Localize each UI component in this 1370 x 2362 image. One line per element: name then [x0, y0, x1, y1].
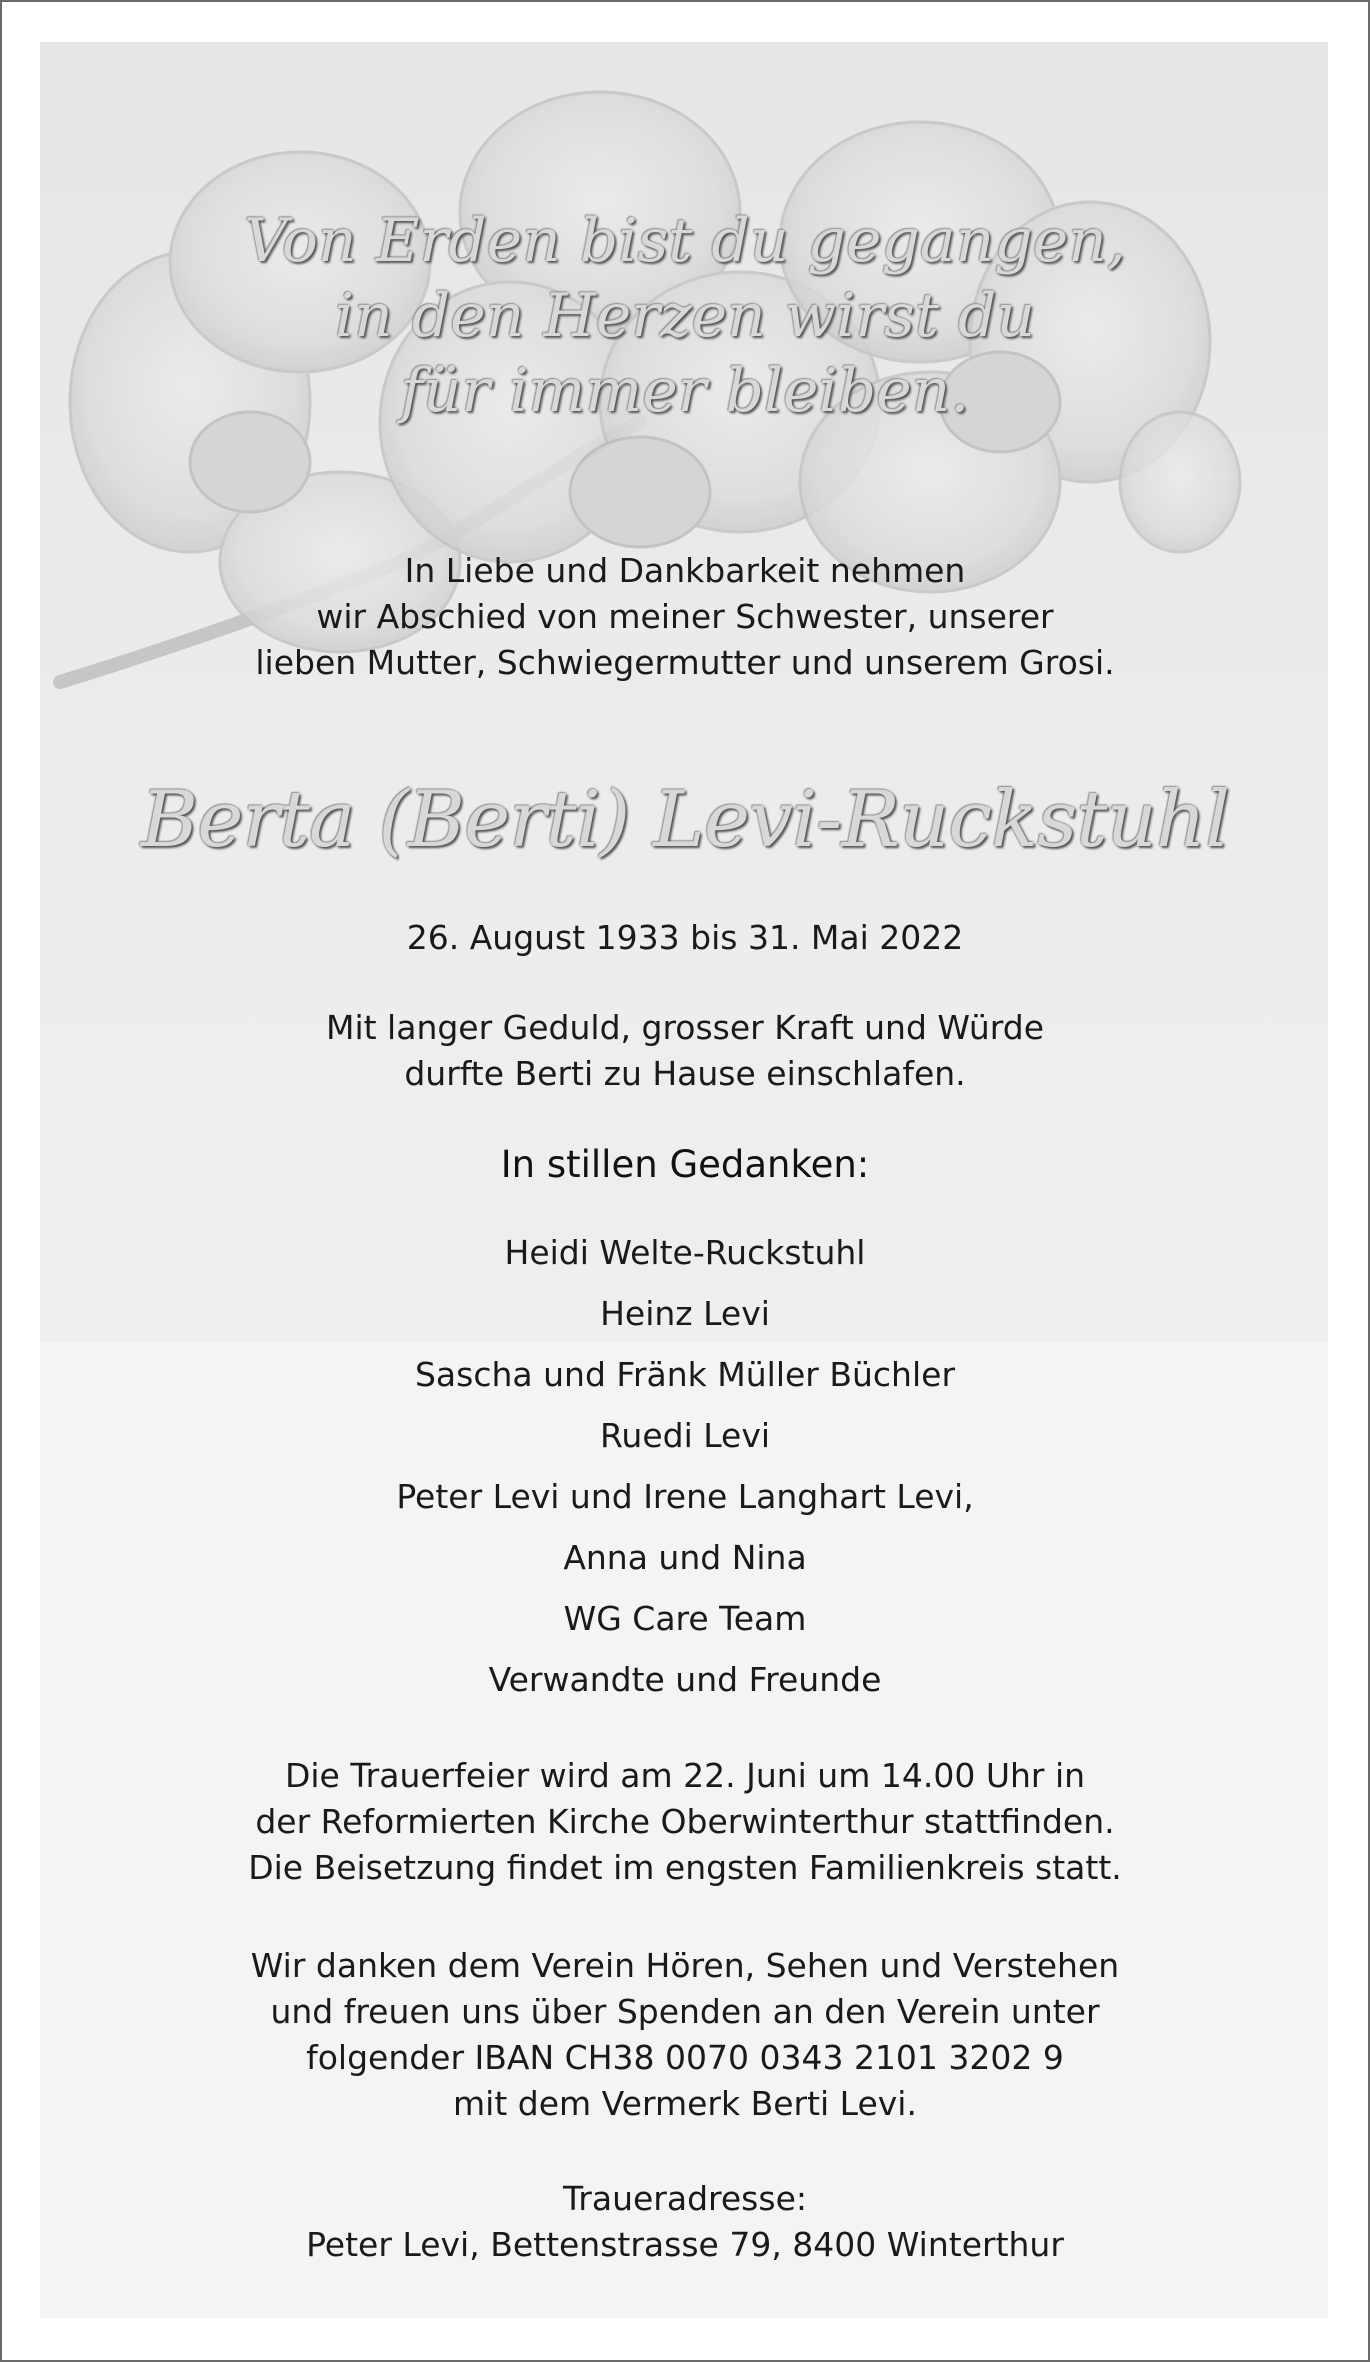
mourner-item: Verwandte und Freunde [488, 1660, 882, 1699]
address-value: Peter Levi, Bettenstrasse 79, 8400 Winterthur [306, 2225, 1064, 2264]
intro-line-3: lieben Mutter, Schwiegermutter und unserem Grosi. [255, 643, 1115, 682]
motto-line-2: in den Herzen wirst du [334, 281, 1036, 351]
address-label: Traueradresse: [562, 2179, 807, 2218]
ceremony-line-3: Die Beisetzung findet im engsten Familienkreis statt. [248, 1848, 1122, 1887]
deceased-name: Berta (Berti) Levi-Ruckstuhl [140, 775, 1230, 865]
mourner-item: Sascha und Fränk Müller Büchler [414, 1355, 956, 1394]
motto-line-3: für immer bleiben. [400, 356, 970, 426]
mourner-item: Anna und Nina [563, 1538, 807, 1577]
life-dates: 26. August 1933 bis 31. Mai 2022 [406, 918, 964, 957]
mourners-heading: In stillen Gedanken: [500, 1143, 870, 1186]
ceremony-line-1: Die Trauerfeier wird am 22. Juni um 14.00 Uhr in [284, 1756, 1086, 1795]
mourner-item: Heidi Welte-Ruckstuhl [504, 1233, 866, 1272]
donation-line-2: und freuen uns über Spenden an den Verein unter [270, 1992, 1100, 2031]
passing-line-2: durfte Berti zu Hause einschlafen. [404, 1054, 966, 1093]
ceremony-line-2: der Reformierten Kirche Oberwinterthur stattfinden. [255, 1802, 1115, 1841]
mourner-item: Peter Levi und Irene Langhart Levi, [396, 1477, 974, 1516]
mourner-item: WG Care Team [563, 1599, 807, 1638]
donation-line-3: folgender IBAN CH38 0070 0343 2101 3202 9 [306, 2038, 1064, 2077]
donation-line-4: mit dem Vermerk Berti Levi. [453, 2084, 917, 2123]
intro-line-2: wir Abschied von meiner Schwester, unserer [316, 597, 1054, 636]
intro-line-1: In Liebe und Dankbarkeit nehmen [404, 551, 966, 590]
mourner-item: Heinz Levi [600, 1294, 770, 1333]
donation-line-1: Wir danken dem Verein Hören, Sehen und Verstehen [250, 1946, 1120, 1985]
motto-line-1: Von Erden bist du gegangen, [244, 206, 1126, 276]
passing-line-1: Mit langer Geduld, grosser Kraft und Würde [325, 1008, 1044, 1047]
mourner-item: Ruedi Levi [599, 1416, 771, 1455]
